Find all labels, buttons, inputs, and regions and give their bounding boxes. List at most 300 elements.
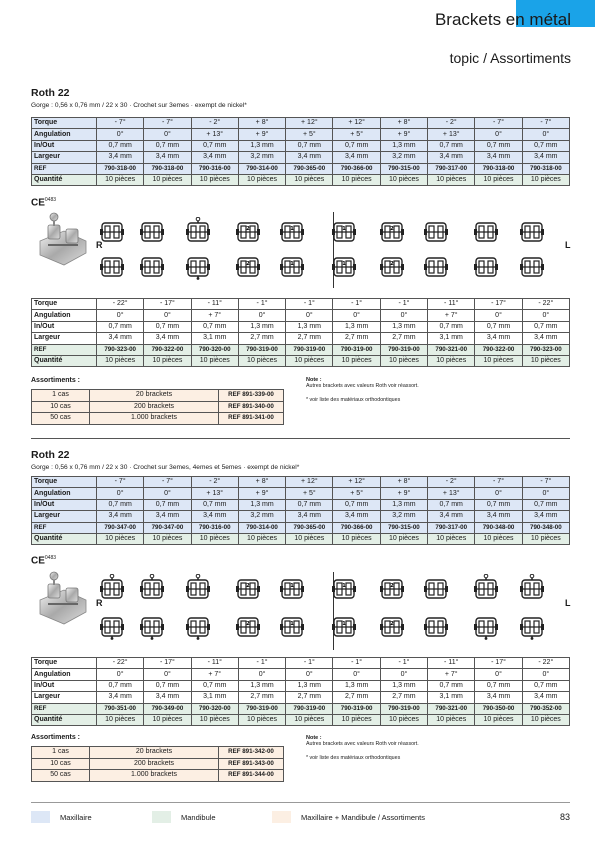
cell-largeur: 3,4 mm	[475, 152, 522, 163]
cell-ref: 790-349-00	[144, 703, 191, 714]
cell-quantite: 10 pièces	[238, 174, 285, 185]
cell-torque: - 17°	[144, 299, 191, 310]
cell-ref: 790-314-00	[238, 163, 285, 174]
cell-angulation: 0°	[475, 310, 522, 321]
row-quantite	[32, 533, 570, 544]
section1-upper-table	[31, 117, 570, 186]
cell-quantite: 10 pièces	[380, 355, 427, 366]
row-inout	[32, 140, 570, 151]
note-line1: Autres brackets avec valeurs Roth voir réassort.	[306, 383, 419, 389]
row-label: Quantité	[32, 533, 97, 544]
cell-torque: - 7°	[522, 118, 569, 129]
bracket-icon	[331, 252, 357, 280]
cell-ref: 790-320-00	[191, 344, 238, 355]
assortiment-cas: 50 cas	[32, 413, 90, 425]
assortiment-row	[32, 747, 284, 759]
cell-inout: 0,7 mm	[428, 321, 475, 332]
cell-inout: 0,7 mm	[475, 680, 522, 691]
cell-inout: 1,3 mm	[380, 140, 427, 151]
assortiment-brackets: 1.000 brackets	[90, 413, 219, 425]
cell-angulation: 0°	[522, 488, 569, 499]
svg-text:1: 1	[342, 261, 346, 267]
cell-inout: 0,7 mm	[475, 321, 522, 332]
bracket-icon	[279, 252, 305, 280]
page-number: 83	[560, 812, 571, 822]
cell-inout: 1,3 mm	[286, 680, 333, 691]
cell-largeur: 3,4 mm	[97, 511, 144, 522]
assortiment-ref: REF 891-342-00	[219, 747, 284, 759]
assortiment-ref: REF 891-344-00	[219, 770, 284, 782]
row-quantite	[32, 355, 570, 366]
legend-mandibule: Mandibule	[181, 813, 216, 822]
cell-inout: 0,7 mm	[97, 680, 144, 691]
cell-torque: - 2°	[428, 477, 475, 488]
svg-text:2: 2	[246, 621, 250, 627]
bracket-icon	[139, 574, 165, 602]
row-torque	[32, 299, 570, 310]
cell-ref: 790-319-00	[380, 703, 427, 714]
cell-ref: 790-348-00	[522, 522, 569, 533]
bracket-icon	[235, 574, 261, 602]
section1-assortiments-label: Assortiments :	[31, 377, 81, 384]
cell-inout: 0,7 mm	[191, 499, 238, 510]
cell-torque: - 1°	[238, 658, 285, 669]
cell-ref: 790-319-00	[238, 703, 285, 714]
cell-quantite: 10 pièces	[286, 174, 333, 185]
assortiment-row	[32, 390, 284, 402]
cell-ref: 790-347-00	[144, 522, 191, 533]
cell-inout: 0,7 mm	[191, 321, 238, 332]
cell-quantite: 10 pièces	[191, 533, 238, 544]
section-separator	[31, 438, 570, 439]
cell-largeur: 3,4 mm	[97, 692, 144, 703]
section2-note	[306, 735, 419, 761]
svg-text:1: 1	[342, 583, 346, 589]
cell-angulation: 0°	[522, 129, 569, 140]
bracket-icon	[423, 574, 449, 602]
cell-quantite: 10 pièces	[522, 355, 569, 366]
bracket-icon	[185, 252, 211, 280]
cell-torque: + 12°	[333, 477, 380, 488]
cell-inout: 0,7 mm	[144, 499, 191, 510]
bracket-icon	[519, 217, 545, 245]
row-ref	[32, 344, 570, 355]
row-largeur	[32, 692, 570, 703]
cell-largeur: 3,1 mm	[428, 692, 475, 703]
cell-ref: 790-321-00	[428, 703, 475, 714]
cell-torque: - 1°	[380, 658, 427, 669]
cell-quantite: 10 pièces	[522, 174, 569, 185]
cell-angulation: 0°	[286, 669, 333, 680]
cell-torque: - 1°	[380, 299, 427, 310]
cell-largeur: 3,1 mm	[191, 333, 238, 344]
row-label: REF	[32, 163, 97, 174]
cell-angulation: 0°	[144, 310, 191, 321]
cell-torque: - 11°	[191, 658, 238, 669]
cell-torque: - 7°	[475, 477, 522, 488]
cell-quantite: 10 pièces	[522, 714, 569, 725]
cell-inout: 1,3 mm	[380, 321, 427, 332]
svg-text:2: 2	[390, 261, 394, 267]
cell-largeur: 3,4 mm	[286, 511, 333, 522]
row-angulation	[32, 129, 570, 140]
svg-text:2: 2	[390, 621, 394, 627]
section2-lower-table	[31, 657, 570, 726]
cell-largeur: 3,2 mm	[380, 511, 427, 522]
cell-quantite: 10 pièces	[380, 533, 427, 544]
bracket-icon	[185, 612, 211, 640]
cell-angulation: + 13°	[428, 129, 475, 140]
cell-torque: + 8°	[380, 118, 427, 129]
assortiment-row	[32, 758, 284, 770]
row-label: In/Out	[32, 321, 97, 332]
bracket-photo	[34, 211, 92, 269]
cell-ref: 790-320-00	[191, 703, 238, 714]
cell-angulation: 0°	[97, 310, 144, 321]
cell-angulation: 0°	[97, 129, 144, 140]
section2-subtitle: Gorge : 0,56 x 0,76 mm / 22 x 30 · Crochet sur 3emes, 4emes et 5emes · exempt de nickel*	[31, 464, 300, 471]
bracket-icon	[331, 612, 357, 640]
cell-inout: 0,7 mm	[191, 140, 238, 151]
bracket-icon	[235, 252, 261, 280]
bracket-icon	[379, 252, 405, 280]
svg-text:2: 2	[246, 583, 250, 589]
cell-ref: 790-366-00	[333, 522, 380, 533]
ce-letters: CE	[31, 555, 45, 567]
bracket-icon	[473, 217, 499, 245]
legend-maxillaire: Maxillaire	[60, 813, 92, 822]
cell-largeur: 3,4 mm	[144, 152, 191, 163]
cell-torque: - 1°	[286, 299, 333, 310]
cell-quantite: 10 pièces	[475, 355, 522, 366]
cell-inout: 0,7 mm	[144, 680, 191, 691]
cell-ref: 790-315-00	[380, 163, 427, 174]
cell-largeur: 3,4 mm	[191, 511, 238, 522]
ce-mark-2	[31, 555, 56, 566]
cell-angulation: + 7°	[191, 310, 238, 321]
cell-largeur: 3,4 mm	[144, 692, 191, 703]
cell-ref: 790-365-00	[286, 522, 333, 533]
legend-swatch-mandibule	[152, 811, 171, 823]
row-label: Torque	[32, 118, 97, 129]
cell-ref: 790-318-00	[522, 163, 569, 174]
cell-angulation: 0°	[333, 310, 380, 321]
cell-inout: 0,7 mm	[286, 140, 333, 151]
cell-quantite: 10 pièces	[333, 355, 380, 366]
cell-quantite: 10 pièces	[286, 714, 333, 725]
svg-text:1: 1	[290, 261, 294, 267]
cell-quantite: 10 pièces	[428, 714, 475, 725]
cell-angulation: 0°	[475, 488, 522, 499]
svg-text:2: 2	[390, 226, 394, 232]
cell-largeur: 3,4 mm	[522, 152, 569, 163]
row-label: Largeur	[32, 152, 97, 163]
row-angulation	[32, 310, 570, 321]
cell-torque: - 22°	[97, 658, 144, 669]
cell-ref: 790-323-00	[522, 344, 569, 355]
row-label: Torque	[32, 658, 97, 669]
cell-inout: 0,7 mm	[428, 680, 475, 691]
footer-line	[31, 802, 570, 803]
cell-angulation: + 13°	[191, 129, 238, 140]
section1-assortiments-table	[31, 389, 284, 425]
cell-inout: 0,7 mm	[286, 499, 333, 510]
cell-torque: - 7°	[144, 477, 191, 488]
row-label: Angulation	[32, 129, 97, 140]
cell-torque: - 22°	[522, 658, 569, 669]
row-label: Quantité	[32, 174, 97, 185]
cell-torque: - 2°	[428, 118, 475, 129]
cell-quantite: 10 pièces	[238, 355, 285, 366]
row-inout	[32, 321, 570, 332]
row-angulation	[32, 669, 570, 680]
svg-text:2: 2	[390, 583, 394, 589]
cell-angulation: + 5°	[333, 488, 380, 499]
row-largeur	[32, 333, 570, 344]
cell-torque: + 8°	[238, 118, 285, 129]
cell-quantite: 10 pièces	[475, 174, 522, 185]
cell-torque: + 12°	[286, 118, 333, 129]
ce-mark	[31, 197, 56, 208]
cell-angulation: + 13°	[428, 488, 475, 499]
section2-upper-table	[31, 476, 570, 545]
cell-quantite: 10 pièces	[428, 355, 475, 366]
cell-inout: 1,3 mm	[286, 321, 333, 332]
cell-ref: 790-352-00	[522, 703, 569, 714]
row-label: In/Out	[32, 140, 97, 151]
cell-ref: 790-366-00	[333, 163, 380, 174]
cell-inout: 1,3 mm	[380, 499, 427, 510]
assortiment-cas: 10 cas	[32, 758, 90, 770]
row-torque	[32, 658, 570, 669]
assortiment-brackets: 1.000 brackets	[90, 770, 219, 782]
cell-inout: 0,7 mm	[144, 321, 191, 332]
cell-largeur: 3,4 mm	[333, 152, 380, 163]
cell-angulation: 0°	[97, 669, 144, 680]
cell-torque: + 8°	[238, 477, 285, 488]
cell-torque: - 1°	[333, 658, 380, 669]
bracket-icon	[473, 574, 499, 602]
cell-torque: - 17°	[475, 299, 522, 310]
cell-ref: 790-323-00	[97, 344, 144, 355]
cell-ref: 790-314-00	[238, 522, 285, 533]
cell-largeur: 3,4 mm	[191, 152, 238, 163]
bracket-photo-2	[34, 570, 92, 628]
assortiment-brackets: 200 brackets	[90, 758, 219, 770]
cell-angulation: 0°	[144, 129, 191, 140]
assortiment-brackets: 200 brackets	[90, 401, 219, 413]
cell-ref: 790-319-00	[380, 344, 427, 355]
cell-angulation: + 9°	[238, 488, 285, 499]
cell-torque: - 7°	[144, 118, 191, 129]
assortiment-ref: REF 891-340-00	[219, 401, 284, 413]
bracket-icon	[331, 217, 357, 245]
cell-ref: 790-321-00	[428, 344, 475, 355]
cell-angulation: 0°	[522, 669, 569, 680]
row-angulation	[32, 488, 570, 499]
cell-angulation: + 7°	[428, 310, 475, 321]
cell-quantite: 10 pièces	[286, 533, 333, 544]
cell-quantite: 10 pièces	[97, 714, 144, 725]
bracket-icon	[99, 612, 125, 640]
cell-torque: - 22°	[97, 299, 144, 310]
cell-torque: - 11°	[428, 658, 475, 669]
bracket-icon	[519, 252, 545, 280]
cell-angulation: 0°	[475, 129, 522, 140]
row-label: REF	[32, 522, 97, 533]
cell-inout: 0,7 mm	[428, 140, 475, 151]
cell-quantite: 10 pièces	[428, 174, 475, 185]
assortiment-cas: 1 cas	[32, 390, 90, 402]
bracket-icon	[473, 252, 499, 280]
section1-note	[306, 377, 419, 403]
cell-torque: - 7°	[97, 118, 144, 129]
cell-inout: 0,7 mm	[522, 499, 569, 510]
row-label: Quantité	[32, 714, 97, 725]
cell-angulation: + 13°	[191, 488, 238, 499]
ce-number: 0483	[44, 555, 57, 561]
cell-inout: 0,7 mm	[428, 499, 475, 510]
section2-title: Roth 22	[31, 449, 70, 461]
cell-torque: - 1°	[333, 299, 380, 310]
bracket-icon	[139, 612, 165, 640]
cell-inout: 0,7 mm	[522, 140, 569, 151]
cell-torque: - 1°	[286, 658, 333, 669]
cell-angulation: 0°	[97, 488, 144, 499]
bracket-icon	[99, 217, 125, 245]
assortiment-ref: REF 891-339-00	[219, 390, 284, 402]
cell-angulation: 0°	[475, 669, 522, 680]
ce-number: 0483	[44, 197, 57, 203]
cell-angulation: + 5°	[286, 129, 333, 140]
bracket-icon	[279, 612, 305, 640]
cell-inout: 0,7 mm	[333, 140, 380, 151]
cell-largeur: 3,4 mm	[475, 511, 522, 522]
cell-inout: 1,3 mm	[238, 140, 285, 151]
cell-quantite: 10 pièces	[191, 174, 238, 185]
cell-torque: - 7°	[475, 118, 522, 129]
cell-ref: 790-318-00	[144, 163, 191, 174]
cell-ref: 790-347-00	[97, 522, 144, 533]
row-ref	[32, 703, 570, 714]
page-title: Brackets en métal	[434, 10, 571, 29]
cell-ref: 790-348-00	[475, 522, 522, 533]
row-label: Torque	[32, 477, 97, 488]
cell-largeur: 3,4 mm	[428, 152, 475, 163]
bracket-icon	[235, 217, 261, 245]
cell-ref: 790-319-00	[333, 703, 380, 714]
bracket-icon	[423, 252, 449, 280]
row-label: Torque	[32, 299, 97, 310]
cell-angulation: 0°	[380, 310, 427, 321]
cell-ref: 790-316-00	[191, 163, 238, 174]
row-label: In/Out	[32, 680, 97, 691]
cell-ref: 790-319-00	[286, 703, 333, 714]
cell-torque: - 1°	[238, 299, 285, 310]
cell-largeur: 2,7 mm	[333, 692, 380, 703]
cell-ref: 790-318-00	[97, 163, 144, 174]
cell-torque: + 8°	[380, 477, 427, 488]
cell-angulation: 0°	[286, 310, 333, 321]
cell-ref: 790-365-00	[286, 163, 333, 174]
note-title: Note :	[306, 735, 322, 741]
cell-inout: 0,7 mm	[522, 680, 569, 691]
note-line1: Autres brackets avec valeurs Roth voir réassort.	[306, 741, 419, 747]
cell-angulation: 0°	[380, 669, 427, 680]
side-label-right-2: R	[96, 598, 103, 608]
bracket-icon	[139, 252, 165, 280]
cell-ref: 790-322-00	[144, 344, 191, 355]
cell-angulation: + 5°	[333, 129, 380, 140]
cell-ref: 790-317-00	[428, 163, 475, 174]
cell-quantite: 10 pièces	[97, 355, 144, 366]
cell-quantite: 10 pièces	[238, 533, 285, 544]
cell-largeur: 2,7 mm	[380, 692, 427, 703]
row-quantite	[32, 174, 570, 185]
cell-ref: 790-319-00	[286, 344, 333, 355]
bracket-icon	[185, 217, 211, 245]
legend-assortiments: Maxillaire + Mandibule / Assortiments	[301, 813, 426, 822]
cell-largeur: 2,7 mm	[380, 333, 427, 344]
cell-ref: 790-319-00	[333, 344, 380, 355]
cell-inout: 0,7 mm	[144, 140, 191, 151]
svg-text:1: 1	[290, 583, 294, 589]
row-inout	[32, 680, 570, 691]
assortiment-row	[32, 770, 284, 782]
cell-inout: 1,3 mm	[238, 321, 285, 332]
bracket-icon	[379, 217, 405, 245]
bracket-icon	[279, 217, 305, 245]
cell-largeur: 2,7 mm	[286, 333, 333, 344]
cell-torque: - 2°	[191, 477, 238, 488]
cell-largeur: 3,4 mm	[144, 511, 191, 522]
cell-quantite: 10 pièces	[144, 533, 191, 544]
row-label: REF	[32, 344, 97, 355]
cell-torque: - 11°	[191, 299, 238, 310]
bracket-icon	[379, 574, 405, 602]
assortiment-row	[32, 413, 284, 425]
cell-angulation: 0°	[238, 669, 285, 680]
side-label-left-2: L	[565, 598, 571, 608]
row-label: Quantité	[32, 355, 97, 366]
svg-text:2: 2	[246, 261, 250, 267]
cell-inout: 1,3 mm	[380, 680, 427, 691]
row-label: Largeur	[32, 511, 97, 522]
assortiment-brackets: 20 brackets	[90, 390, 219, 402]
cell-torque: - 17°	[475, 658, 522, 669]
assortiment-brackets: 20 brackets	[90, 747, 219, 759]
cell-angulation: + 7°	[428, 669, 475, 680]
cell-quantite: 10 pièces	[191, 714, 238, 725]
cell-largeur: 3,4 mm	[144, 333, 191, 344]
assortiment-ref: REF 891-341-00	[219, 413, 284, 425]
cell-angulation: 0°	[144, 669, 191, 680]
cell-inout: 0,7 mm	[333, 499, 380, 510]
legend-swatch-maxillaire	[31, 811, 50, 823]
cell-ref: 790-316-00	[191, 522, 238, 533]
side-label-left: L	[565, 240, 571, 250]
cell-quantite: 10 pièces	[333, 714, 380, 725]
svg-text:1: 1	[342, 226, 346, 232]
cell-torque: - 17°	[144, 658, 191, 669]
cell-torque: - 22°	[522, 299, 569, 310]
cell-inout: 0,7 mm	[191, 680, 238, 691]
cell-ref: 790-318-00	[475, 163, 522, 174]
cell-largeur: 3,2 mm	[238, 152, 285, 163]
cell-largeur: 3,4 mm	[522, 511, 569, 522]
cell-largeur: 3,1 mm	[191, 692, 238, 703]
cell-largeur: 3,4 mm	[428, 511, 475, 522]
